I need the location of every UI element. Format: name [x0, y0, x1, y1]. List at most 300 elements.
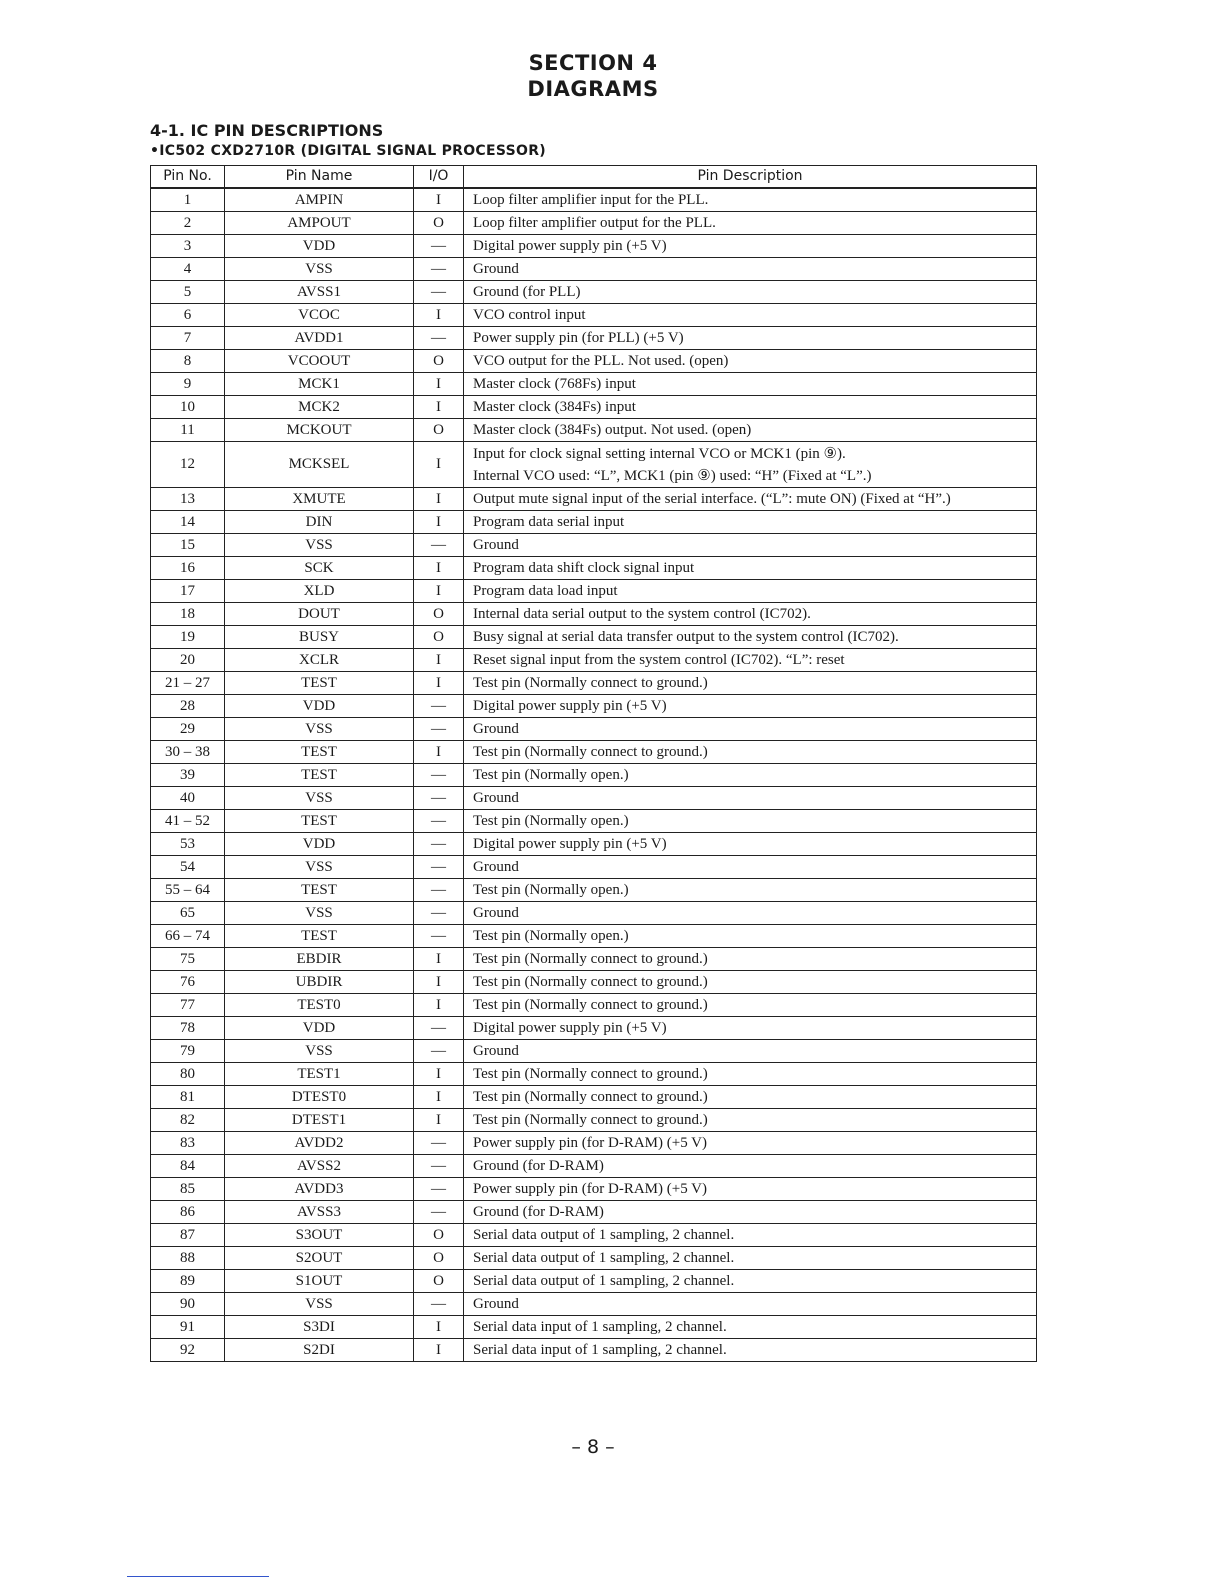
pin-no-cell: 86 [151, 1201, 225, 1224]
pin-name-cell: VSS [225, 902, 414, 925]
table-row [151, 1316, 1037, 1339]
table-row [151, 1339, 1037, 1362]
description-line: Power supply pin (for D-RAM) (+5 V) [473, 1180, 707, 1197]
pin-no-cell: 29 [151, 718, 225, 741]
pin-description-cell [464, 396, 1037, 419]
pin-description-cell [464, 994, 1037, 1017]
table-row [151, 281, 1037, 304]
pin-no-cell: 76 [151, 971, 225, 994]
pin-name-cell: VDD [225, 833, 414, 856]
pin-name-cell: TEST [225, 741, 414, 764]
pin-description-cell [464, 810, 1037, 833]
table-row [151, 626, 1037, 649]
table-row [151, 1178, 1037, 1201]
description-line: Ground (for D-RAM) [473, 1203, 604, 1220]
table-row [151, 603, 1037, 626]
pin-description-cell [464, 833, 1037, 856]
table-row [151, 1040, 1037, 1063]
pin-name-cell: VSS [225, 718, 414, 741]
pin-name-cell: BUSY [225, 626, 414, 649]
pin-no-cell: 85 [151, 1178, 225, 1201]
table-row [151, 1224, 1037, 1247]
pin-no-cell: 12 [151, 442, 225, 488]
description-line: Master clock (768Fs) input [473, 375, 636, 392]
pin-name-cell: DIN [225, 511, 414, 534]
pin-no-cell: 2 [151, 212, 225, 235]
table-row [151, 557, 1037, 580]
table-row [151, 856, 1037, 879]
pin-name-cell: VCOOUT [225, 350, 414, 373]
pin-name-cell: EBDIR [225, 948, 414, 971]
table-row [151, 1270, 1037, 1293]
io-cell: I [414, 557, 464, 580]
pin-name-cell: VDD [225, 235, 414, 258]
pin-description-cell [464, 603, 1037, 626]
pin-description-cell [464, 235, 1037, 258]
pin-no-cell: 3 [151, 235, 225, 258]
description-line: Ground [473, 1295, 519, 1312]
io-cell: — [414, 810, 464, 833]
description-line: Internal data serial output to the system control (IC702). [473, 605, 811, 622]
pin-no-cell: 18 [151, 603, 225, 626]
description-line: Serial data input of 1 sampling, 2 channel. [473, 1341, 727, 1358]
table-row [151, 695, 1037, 718]
header-pin-no: Pin No. [151, 166, 225, 189]
io-cell: — [414, 534, 464, 557]
pin-name-cell: VSS [225, 1040, 414, 1063]
pin-description-cell [464, 948, 1037, 971]
table-row [151, 534, 1037, 557]
io-cell: — [414, 856, 464, 879]
description-line: Test pin (Normally connect to ground.) [473, 950, 708, 967]
pin-no-cell: 28 [151, 695, 225, 718]
description-line: Test pin (Normally connect to ground.) [473, 1065, 708, 1082]
pin-name-cell: TEST1 [225, 1063, 414, 1086]
pin-name-cell: TEST [225, 879, 414, 902]
table-row [151, 1132, 1037, 1155]
description-line: Test pin (Normally connect to ground.) [473, 1088, 708, 1105]
table-row [151, 1109, 1037, 1132]
pin-description-cell [464, 488, 1037, 511]
subsection-heading: 4-1. IC PIN DESCRIPTIONS [150, 121, 384, 140]
table-row [151, 235, 1037, 258]
section-title: DIAGRAMS [527, 77, 659, 101]
pin-name-cell: XCLR [225, 649, 414, 672]
pin-description-cell [464, 1155, 1037, 1178]
description-line: Ground [473, 858, 519, 875]
pin-no-cell: 91 [151, 1316, 225, 1339]
io-cell: — [414, 695, 464, 718]
pin-no-cell: 66 – 74 [151, 925, 225, 948]
pin-name-cell: MCK1 [225, 373, 414, 396]
pin-description-cell [464, 1224, 1037, 1247]
pin-name-cell: SCK [225, 557, 414, 580]
pin-name-cell: DTEST0 [225, 1086, 414, 1109]
pin-no-cell: 15 [151, 534, 225, 557]
pin-description-table [150, 165, 1037, 1362]
pin-name-cell: S1OUT [225, 1270, 414, 1293]
pin-name-cell: S2DI [225, 1339, 414, 1362]
table-row [151, 488, 1037, 511]
table-row [151, 212, 1037, 235]
ic-heading: •IC502 CXD2710R (DIGITAL SIGNAL PROCESSOR) [150, 143, 546, 159]
pin-name-cell: DOUT [225, 603, 414, 626]
description-line: Reset signal input from the system control (IC702). “L”: reset [473, 651, 845, 668]
io-cell: I [414, 304, 464, 327]
io-cell: I [414, 1063, 464, 1086]
description-line: Master clock (384Fs) input [473, 398, 636, 415]
description-line: Ground (for D-RAM) [473, 1157, 604, 1174]
pin-description-cell [464, 1339, 1037, 1362]
pin-no-cell: 11 [151, 419, 225, 442]
description-line: Ground [473, 720, 519, 737]
pin-name-cell: VSS [225, 258, 414, 281]
io-cell: O [414, 603, 464, 626]
table-row [151, 810, 1037, 833]
pin-description-cell [464, 1178, 1037, 1201]
io-cell: — [414, 327, 464, 350]
description-line: Test pin (Normally open.) [473, 927, 629, 944]
description-line: Ground [473, 1042, 519, 1059]
io-cell: O [414, 626, 464, 649]
pin-no-cell: 87 [151, 1224, 225, 1247]
pin-name-cell: VSS [225, 856, 414, 879]
pin-description-cell [464, 1017, 1037, 1040]
description-line: Ground [473, 789, 519, 806]
pin-no-cell: 55 – 64 [151, 879, 225, 902]
table-row [151, 925, 1037, 948]
table-row [151, 1293, 1037, 1316]
io-cell: — [414, 235, 464, 258]
io-cell: O [414, 1270, 464, 1293]
pin-description-cell [464, 188, 1037, 212]
io-cell: I [414, 649, 464, 672]
pin-no-cell: 20 [151, 649, 225, 672]
description-line: Test pin (Normally open.) [473, 812, 629, 829]
pin-description-cell [464, 373, 1037, 396]
pin-description-cell [464, 534, 1037, 557]
pin-name-cell: TEST [225, 764, 414, 787]
description-line: Ground [473, 536, 519, 553]
io-cell: — [414, 718, 464, 741]
table-row [151, 327, 1037, 350]
pin-description-cell [464, 212, 1037, 235]
description-line: Test pin (Normally open.) [473, 766, 629, 783]
pin-name-cell: VDD [225, 695, 414, 718]
pin-name-cell: MCKOUT [225, 419, 414, 442]
pin-description-cell [464, 971, 1037, 994]
description-line: Program data shift clock signal input [473, 559, 695, 576]
table-row [151, 718, 1037, 741]
pin-description-cell [464, 741, 1037, 764]
description-line: Master clock (384Fs) output. Not used. (open) [473, 421, 752, 438]
pin-name-cell: TEST [225, 810, 414, 833]
description-line: Loop filter amplifier input for the PLL. [473, 191, 709, 208]
pin-no-cell: 1 [151, 188, 225, 212]
io-cell: I [414, 672, 464, 695]
table-row [151, 741, 1037, 764]
pin-name-cell: AMPIN [225, 188, 414, 212]
table-row [151, 971, 1037, 994]
pin-no-cell: 21 – 27 [151, 672, 225, 695]
footer-rule [127, 1576, 269, 1577]
io-cell: I [414, 442, 464, 488]
pin-name-cell: AVSS3 [225, 1201, 414, 1224]
table-row [151, 1086, 1037, 1109]
pin-no-cell: 40 [151, 787, 225, 810]
io-cell: — [414, 833, 464, 856]
description-line: Test pin (Normally connect to ground.) [473, 743, 708, 760]
description-line: Test pin (Normally open.) [473, 881, 629, 898]
description-line: Ground [473, 904, 519, 921]
table-row [151, 188, 1037, 212]
io-cell: I [414, 994, 464, 1017]
table-row [151, 511, 1037, 534]
description-line: Digital power supply pin (+5 V) [473, 1019, 667, 1036]
io-cell: — [414, 764, 464, 787]
table-row [151, 1155, 1037, 1178]
pin-description-cell [464, 327, 1037, 350]
pin-name-cell: AMPOUT [225, 212, 414, 235]
pin-no-cell: 7 [151, 327, 225, 350]
pin-no-cell: 78 [151, 1017, 225, 1040]
pin-name-cell: VSS [225, 534, 414, 557]
description-line: Serial data input of 1 sampling, 2 channel. [473, 1318, 727, 1335]
table-row [151, 879, 1037, 902]
pin-description-cell [464, 1086, 1037, 1109]
pin-description-cell [464, 695, 1037, 718]
pin-no-cell: 53 [151, 833, 225, 856]
pin-name-cell: TEST0 [225, 994, 414, 1017]
pin-name-cell: XLD [225, 580, 414, 603]
pin-no-cell: 5 [151, 281, 225, 304]
description-line: Test pin (Normally connect to ground.) [473, 1111, 708, 1128]
io-cell: — [414, 879, 464, 902]
table-row [151, 902, 1037, 925]
page-number: – 8 – [571, 1436, 615, 1458]
pin-no-cell: 65 [151, 902, 225, 925]
pin-no-cell: 14 [151, 511, 225, 534]
pin-no-cell: 16 [151, 557, 225, 580]
io-cell: O [414, 419, 464, 442]
io-cell: I [414, 488, 464, 511]
table-row [151, 948, 1037, 971]
pin-description-cell [464, 1201, 1037, 1224]
pin-name-cell: AVDD1 [225, 327, 414, 350]
pin-description-cell [464, 419, 1037, 442]
io-cell: — [414, 902, 464, 925]
io-cell: I [414, 373, 464, 396]
header-pin-name: Pin Name [225, 166, 414, 189]
table-row [151, 1017, 1037, 1040]
pin-no-cell: 41 – 52 [151, 810, 225, 833]
io-cell: O [414, 350, 464, 373]
table-row [151, 649, 1037, 672]
pin-description-cell [464, 258, 1037, 281]
header-io: I/O [414, 166, 464, 189]
io-cell: O [414, 1224, 464, 1247]
description-line: Digital power supply pin (+5 V) [473, 697, 667, 714]
description-line: Serial data output of 1 sampling, 2 channel. [473, 1272, 735, 1289]
table-row [151, 994, 1037, 1017]
io-cell: I [414, 1339, 464, 1362]
table-row [151, 373, 1037, 396]
pin-description-cell [464, 764, 1037, 787]
section-number: SECTION 4 [528, 51, 658, 75]
io-cell: O [414, 1247, 464, 1270]
io-cell: I [414, 188, 464, 212]
io-cell: I [414, 1109, 464, 1132]
io-cell: I [414, 511, 464, 534]
description-line: Program data load input [473, 582, 618, 599]
io-cell: I [414, 1316, 464, 1339]
pin-description-cell [464, 557, 1037, 580]
pin-name-cell: MCKSEL [225, 442, 414, 488]
pin-description-cell [464, 304, 1037, 327]
pin-no-cell: 6 [151, 304, 225, 327]
pin-name-cell: VCOC [225, 304, 414, 327]
description-line: Program data serial input [473, 513, 625, 530]
pin-name-cell: VSS [225, 1293, 414, 1316]
pin-no-cell: 79 [151, 1040, 225, 1063]
description-line: Output mute signal input of the serial interface. (“L”: mute ON) (Fixed at “H”.) [473, 490, 951, 507]
description-line: Loop filter amplifier output for the PLL. [473, 214, 716, 231]
pin-name-cell: AVSS2 [225, 1155, 414, 1178]
pin-no-cell: 83 [151, 1132, 225, 1155]
table-row [151, 672, 1037, 695]
pin-description-cell [464, 442, 1037, 488]
table-row [151, 396, 1037, 419]
pin-name-cell: AVSS1 [225, 281, 414, 304]
description-line: Input for clock signal setting internal VCO or MCK1 (pin ⑨). [473, 445, 846, 462]
pin-no-cell: 81 [151, 1086, 225, 1109]
description-line: Busy signal at serial data transfer output to the system control (IC702). [473, 628, 899, 645]
pin-no-cell: 88 [151, 1247, 225, 1270]
pin-name-cell: TEST [225, 672, 414, 695]
table-row [151, 580, 1037, 603]
pin-description-cell [464, 511, 1037, 534]
pin-no-cell: 39 [151, 764, 225, 787]
pin-description-cell [464, 1063, 1037, 1086]
pin-description-cell [464, 281, 1037, 304]
io-cell: — [414, 1293, 464, 1316]
pin-name-cell: AVDD2 [225, 1132, 414, 1155]
io-cell: I [414, 948, 464, 971]
io-cell: — [414, 258, 464, 281]
pin-description-cell [464, 902, 1037, 925]
pin-description-cell [464, 1109, 1037, 1132]
table-row [151, 1201, 1037, 1224]
io-cell: — [414, 1201, 464, 1224]
pin-description-cell [464, 672, 1037, 695]
io-cell: I [414, 1086, 464, 1109]
pin-no-cell: 8 [151, 350, 225, 373]
description-line: Digital power supply pin (+5 V) [473, 237, 667, 254]
description-line: VCO control input [473, 306, 586, 323]
pin-name-cell: MCK2 [225, 396, 414, 419]
description-line: Digital power supply pin (+5 V) [473, 835, 667, 852]
table-row [151, 350, 1037, 373]
description-line: Ground (for PLL) [473, 283, 581, 300]
table-row [151, 833, 1037, 856]
pin-name-cell: TEST [225, 925, 414, 948]
pin-description-cell [464, 626, 1037, 649]
table-row [151, 419, 1037, 442]
description-line: Test pin (Normally connect to ground.) [473, 674, 708, 691]
pin-description-cell [464, 1316, 1037, 1339]
pin-no-cell: 30 – 38 [151, 741, 225, 764]
pin-no-cell: 80 [151, 1063, 225, 1086]
pin-no-cell: 84 [151, 1155, 225, 1178]
io-cell: I [414, 971, 464, 994]
io-cell: — [414, 281, 464, 304]
pin-no-cell: 17 [151, 580, 225, 603]
description-line: Test pin (Normally connect to ground.) [473, 973, 708, 990]
pin-name-cell: UBDIR [225, 971, 414, 994]
io-cell: — [414, 925, 464, 948]
pin-description-cell [464, 879, 1037, 902]
pin-no-cell: 4 [151, 258, 225, 281]
description-line: Serial data output of 1 sampling, 2 channel. [473, 1226, 735, 1243]
io-cell: — [414, 1017, 464, 1040]
table-row [151, 787, 1037, 810]
pin-description-cell [464, 350, 1037, 373]
io-cell: — [414, 1155, 464, 1178]
pin-description-cell [464, 1247, 1037, 1270]
description-line: Ground [473, 260, 519, 277]
pin-description-cell [464, 649, 1037, 672]
description-line: Power supply pin (for PLL) (+5 V) [473, 329, 684, 346]
table-row [151, 258, 1037, 281]
description-line: VCO output for the PLL. Not used. (open) [473, 352, 729, 369]
description-line: Power supply pin (for D-RAM) (+5 V) [473, 1134, 707, 1151]
pin-name-cell: AVDD3 [225, 1178, 414, 1201]
pin-description-cell [464, 1132, 1037, 1155]
pin-no-cell: 9 [151, 373, 225, 396]
io-cell: — [414, 1178, 464, 1201]
pin-no-cell: 54 [151, 856, 225, 879]
pin-name-cell: XMUTE [225, 488, 414, 511]
pin-name-cell: S3OUT [225, 1224, 414, 1247]
pin-name-cell: DTEST1 [225, 1109, 414, 1132]
pin-no-cell: 10 [151, 396, 225, 419]
pin-name-cell: VSS [225, 787, 414, 810]
pin-name-cell: S2OUT [225, 1247, 414, 1270]
pin-description-cell [464, 1040, 1037, 1063]
pin-description-cell [464, 856, 1037, 879]
pin-no-cell: 92 [151, 1339, 225, 1362]
table-row [151, 764, 1037, 787]
io-cell: O [414, 212, 464, 235]
description-line: Serial data output of 1 sampling, 2 channel. [473, 1249, 735, 1266]
io-cell: I [414, 580, 464, 603]
pin-name-cell: S3DI [225, 1316, 414, 1339]
pin-description-cell [464, 1293, 1037, 1316]
pin-no-cell: 82 [151, 1109, 225, 1132]
pin-no-cell: 19 [151, 626, 225, 649]
header-pin-description: Pin Description [464, 166, 1037, 189]
io-cell: — [414, 1040, 464, 1063]
pin-description-cell [464, 1270, 1037, 1293]
pin-description-cell [464, 718, 1037, 741]
table-row [151, 304, 1037, 327]
description-line: Test pin (Normally connect to ground.) [473, 996, 708, 1013]
pin-no-cell: 75 [151, 948, 225, 971]
io-cell: I [414, 741, 464, 764]
pin-no-cell: 90 [151, 1293, 225, 1316]
pin-name-cell: VDD [225, 1017, 414, 1040]
table-row [151, 1063, 1037, 1086]
